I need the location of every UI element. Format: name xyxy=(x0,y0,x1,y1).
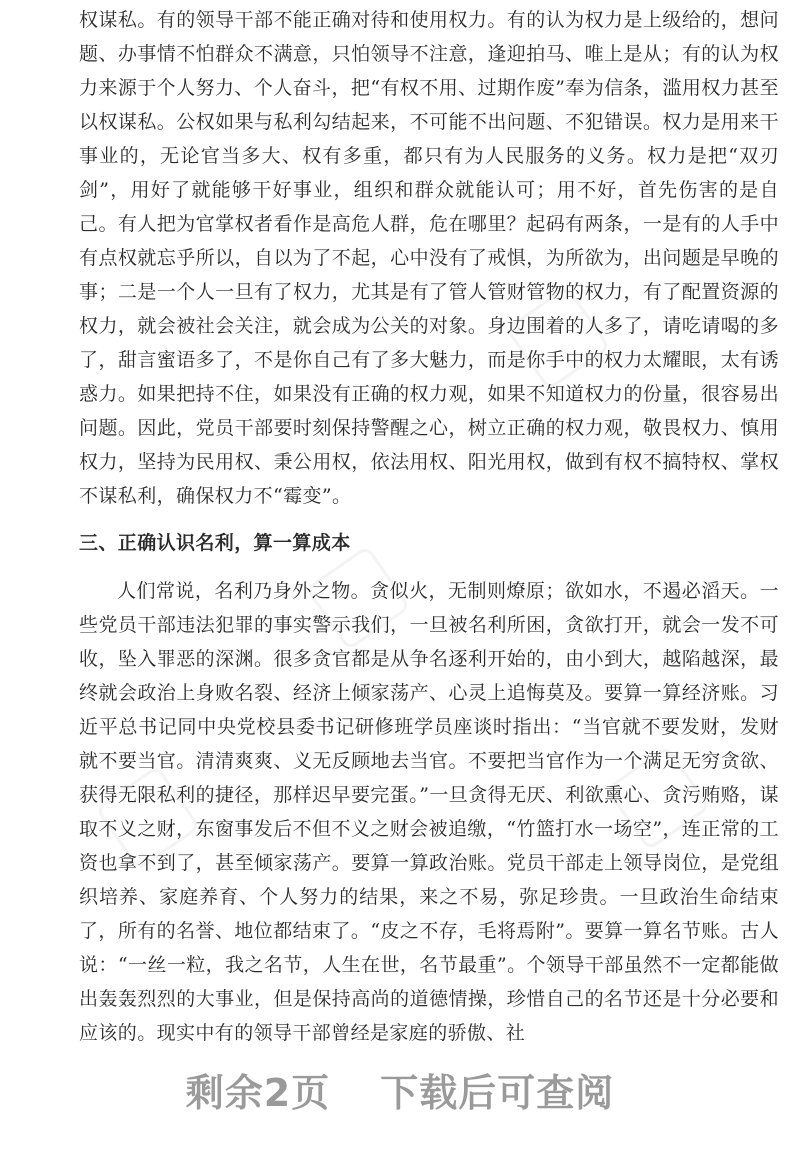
document-body xyxy=(79,3,779,1050)
section-heading: 三、正确认识名利，算一算成本 xyxy=(79,532,351,554)
download-prompt-text: 下载后可查阅 xyxy=(380,1071,615,1115)
download-notice xyxy=(0,1062,800,1117)
remaining-pages-text: 剩余2页 xyxy=(185,1071,331,1115)
paragraph-fame-and-gain: 人们常说，名利乃身外之物。贪似火，无制则燎原；欲如水，不遏必滔天。一些党员干部违法犯罪的事实警示我们，一旦被名利所困，贪欲打开，就会一发不可收，坠入罪恶的深渊。很多贪官都是从争名逐利开始的，由小到大，越陷越深，最终就会政治上身败名裂、经济上倾家荡产、心灵上追悔莫及。要算一算经济账。习近平总书记同中央党校县委书记研修班学员座谈时指出：“当官就不要发财，发财就不要当官。清清爽爽、义无反顾地去当官。不要把当官作为一个满足无穷贪欲、获得无限私利的捷径，那样迟早要完蛋。”一旦贪得无厌、利欲熏心、贪污贿赂，谋取不义之财，东窗事发后不但不义之财会被追缴，“竹篮打水一场空”，连正常的工资也拿不到了，甚至倾家荡产。要算一算政治账。党员干部走上领导岗位，是党组织培养、家庭养育、个人努力的结果，来之不易，弥足珍贵。一旦政治生命结束了，所有的名誉、地位都结束了。“皮之不存，毛将焉附”。要算一算名节账。古人说：“一丝一粒，我之名节，人生在世，名节最重”。个领导干部虽然不一定都能做出轰轰烈烈的大事业，但是保持高尚的道德情操，珍惜自己的名节还是十分必要和应该的。现实中有的领导干部曾经是家庭的骄傲、社 xyxy=(79,580,779,1044)
paragraph-power: 权谋私。有的领导干部不能正确对待和使用权力。有的认为权力是上级给的，想问题、办事情不怕群众不满意，只怕领导不注意，逢迎拍马、唯上是从；有的认为权力来源于个人努力、个人奋斗，把“有权不用、过期作废”奉为信条，滥用权力甚至以权谋私。公权如果与私利勾结起来，不可能不出问题、不犯错误。权力是用来干事业的，无论官当多大、权有多重，都只有为人民服务的义务。权力是把“双刃剑”，用好了就能够干好事业，组织和群众就能认可；用不好，首先伤害的是自己。有人把为官掌权者看作是高危人群，危在哪里？起码有两条，一是有的人手中有点权就忘乎所以，自以为了不起，心中没有了戒惧，为所欲为，出问题是早晚的事；二是一个人一旦有了权力，尤其是有了管人管财管物的权力，有了配置资源的权力，就会被社会关注，就会成为公关的对象。身边围着的人多了，请吃请喝的多了，甜言蜜语多了，不是你自己有了多大魅力，而是你手中的权力太耀眼，太有诱惑力。如果把持不住，如果没有正确的权力观，如果不知道权力的份量，很容易出问题。因此，党员干部要时刻保持警醒之心，树立正确的权力观，敬畏权力、慎用权力，坚持为民用权、秉公用权，依法用权、阳光用权，做到有权不搞特权、掌权不谋私利，确保权力不“霉变”。 xyxy=(79,9,779,507)
